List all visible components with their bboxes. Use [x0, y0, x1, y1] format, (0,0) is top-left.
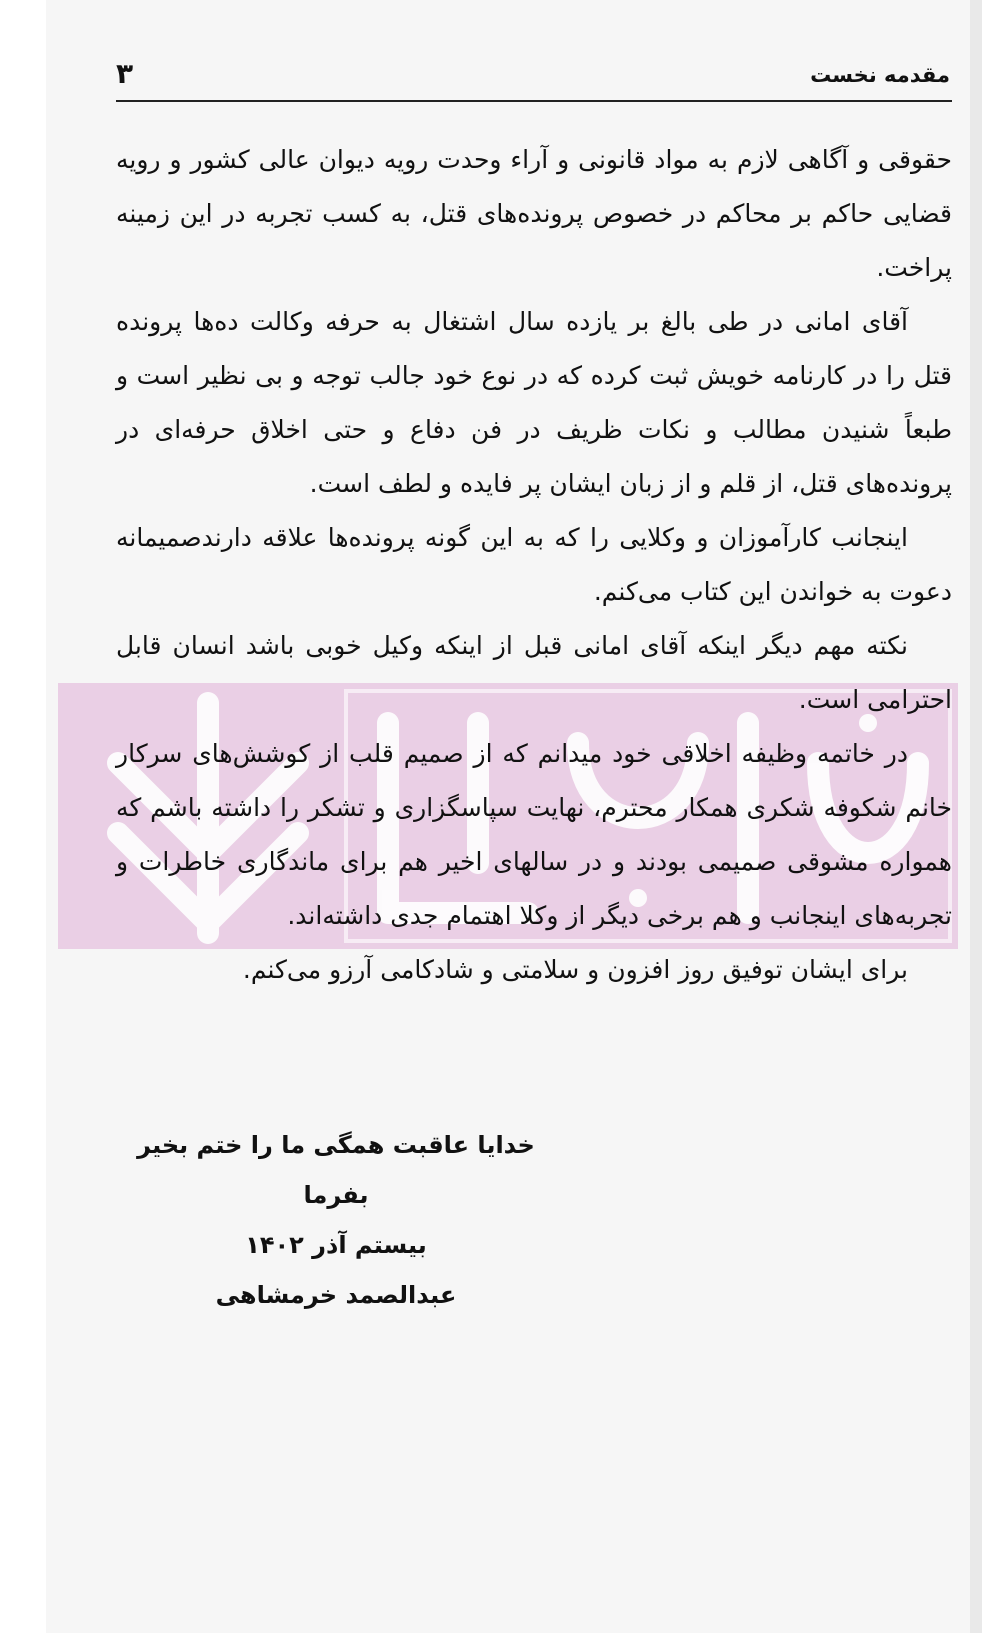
signature-author: عبدالصمد خرمشاهی: [215, 1281, 457, 1309]
paragraph-6: برای ایشان توفیق روز افزون و سلامتی و شادکامی آرزو می‌کنم.: [242, 955, 908, 984]
paragraph-3: اینجانب کارآموزان و وکلایی را که به این گونه پرونده‌ها علاقه دارندصمیمانه دعوت به خواندن این کتاب می‌کنم.: [116, 523, 952, 606]
paragraph-4: نکته مهم دیگر اینکه آقای امانی قبل از اینکه وکیل خوبی باشد انسان قابل احترامی است.: [116, 631, 952, 714]
body-text: [116, 133, 952, 997]
signature-block: [116, 1120, 556, 1320]
paragraph-1: حقوقی و آگاهی لازم به مواد قانونی و آراء وحدت رویه دیوان عالی کشور و رویه قضایی حاکم بر محاکم در خصوص پرونده‌های قتل، به کسب تجربه در این زمینه پراخت.: [116, 145, 952, 282]
signature-date: بیستم آذر ۱۴۰۲: [245, 1231, 427, 1259]
chapter-title: مقدمه نخست: [810, 63, 950, 87]
running-header: [116, 55, 950, 99]
page-number: ۳: [116, 57, 134, 90]
paragraph-5: در خاتمه وظیفه اخلاقی خود میدانم که از صمیم قلب از کوشش‌های سرکار خانم شکوفه شکری همکار محترم، نهایت سپاسگزاری و تشکر را داشته باشم که همواره مشوقی صمیمی بودند و در سالهای اخیر هم برای ماندگاری خاطرات و تجربه‌های اینجانب و هم برخی دیگر از وکلا اهتمام جدی داشته‌اند.: [116, 739, 952, 930]
header-rule: [116, 100, 952, 102]
page-left-margin: [0, 0, 46, 1633]
closing-prayer: خدایا عاقبت همگی ما را ختم بخیر بفرما: [137, 1131, 535, 1209]
paragraph-2: آقای امانی در طی بالغ بر یازده سال اشتغال به حرفه وکالت ده‌ها پرونده قتل را در کارنامه خویش ثبت کرده که در نوع خود جالب توجه و بی نظیر است و طبعاً شنیدن مطالب و نکات ظریف در فن دفاع و حتی اخلاق حرفه‌ای در پرونده‌های قتل، از قلم و از زبان ایشان پر فایده و لطف است.: [116, 307, 952, 498]
page-right-edge: [970, 0, 982, 1633]
